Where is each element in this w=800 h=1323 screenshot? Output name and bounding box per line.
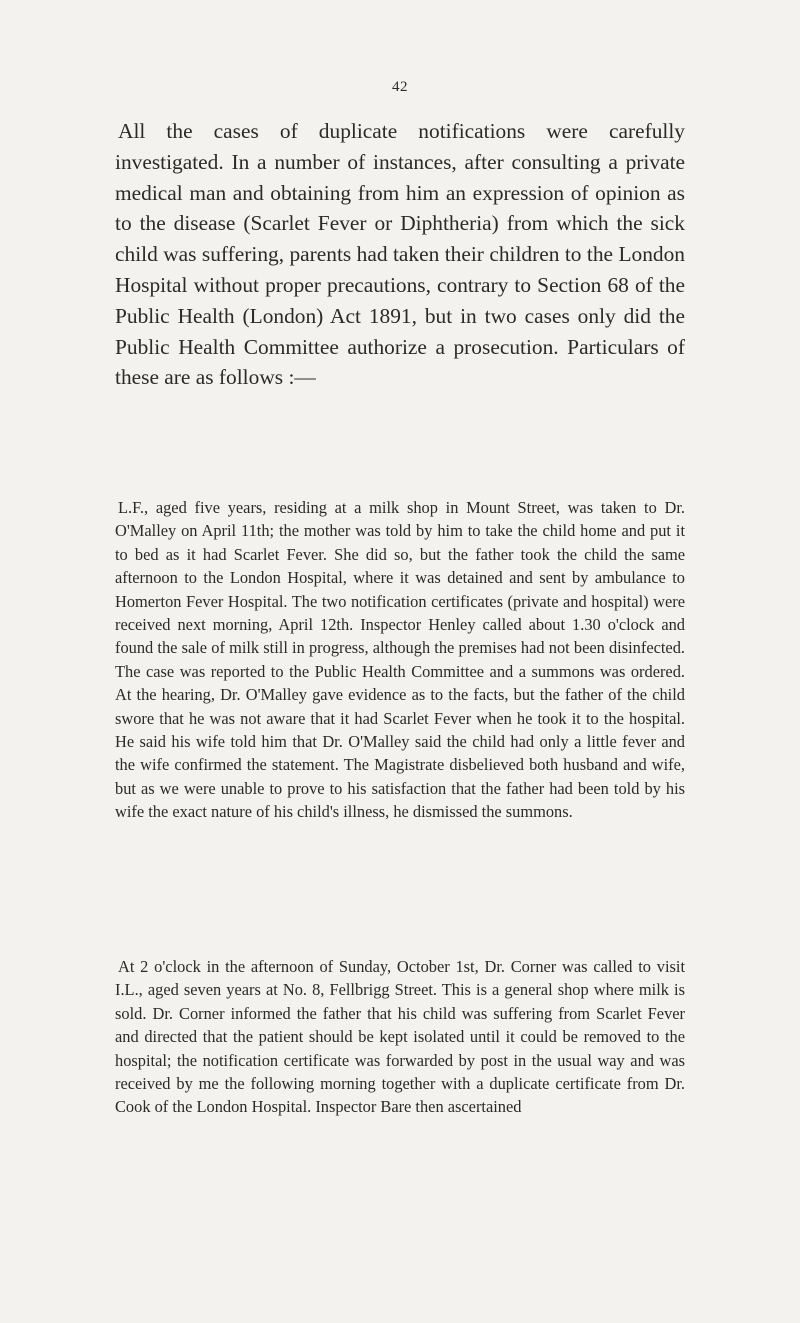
case-paragraph-lf: L.F., aged five years, residing at a milk shop in Mount Street, was taken to Dr. O'Malley on April 11th; the mother was told by him to take the child home and put it to bed as it had Scarlet Fever. She did so, but the father took the child the same afternoon to the London Hospital, where it was detained and sent by ambulance to Homerton Fever Hospital. The two notification certificates (private and hospital) were received next morning, April 12th. Inspector Henley called about 1.30 o'clock and found the sale of milk still in progress, although the premises had not been disinfected. The case was reported to the Public Health Committee and a summons was ordered. At the hearing, Dr. O'Malley gave evidence as to the facts, but the father of the child swore that he was not aware that it had Scarlet Fever when he took it to the hospital. He said his wife told him that Dr. O'Malley said the child had only a little fever and the wife confirmed the statement. The Magistrate disbelieved both husband and wife, but as we were unable to prove to his satisfaction that the father had been told by his wife the exact nature of his child's illness, he dismissed the summons. xyxy=(115,498,685,822)
page-number: 42 xyxy=(392,79,408,95)
intro-paragraph: All the cases of duplicate notifications were carefully investigated. In a number of instances, after consulting a private medical man and obtaining from him an expression of opinion as to the disease (Scarlet Fever or Diphtheria) from which the sick child was suffering, parents had taken their children to the London Hospital without proper precautions, contrary to Section 68 of the Public Health (London) Act 1891, but in two cases only did the Public Health Committee authorize a prosecution. Particulars of these are as follows :— xyxy=(115,119,685,390)
case-paragraph-il: At 2 o'clock in the afternoon of Sunday, October 1st, Dr. Corner was called to visit I.L., aged seven years at No. 8, Fellbrigg Street. This is a general shop where milk is sold. Dr. Corner informed the father that his child was suffering from Scarlet Fever and directed that the patient should be kept isolated until it could be removed to the hospital; the notification certificate was forwarded by post in the usual way and was received by me the following morning together with a duplicate certificate from Dr. Cook of the London Hospital. Inspector Bare then ascertained xyxy=(115,957,685,1117)
